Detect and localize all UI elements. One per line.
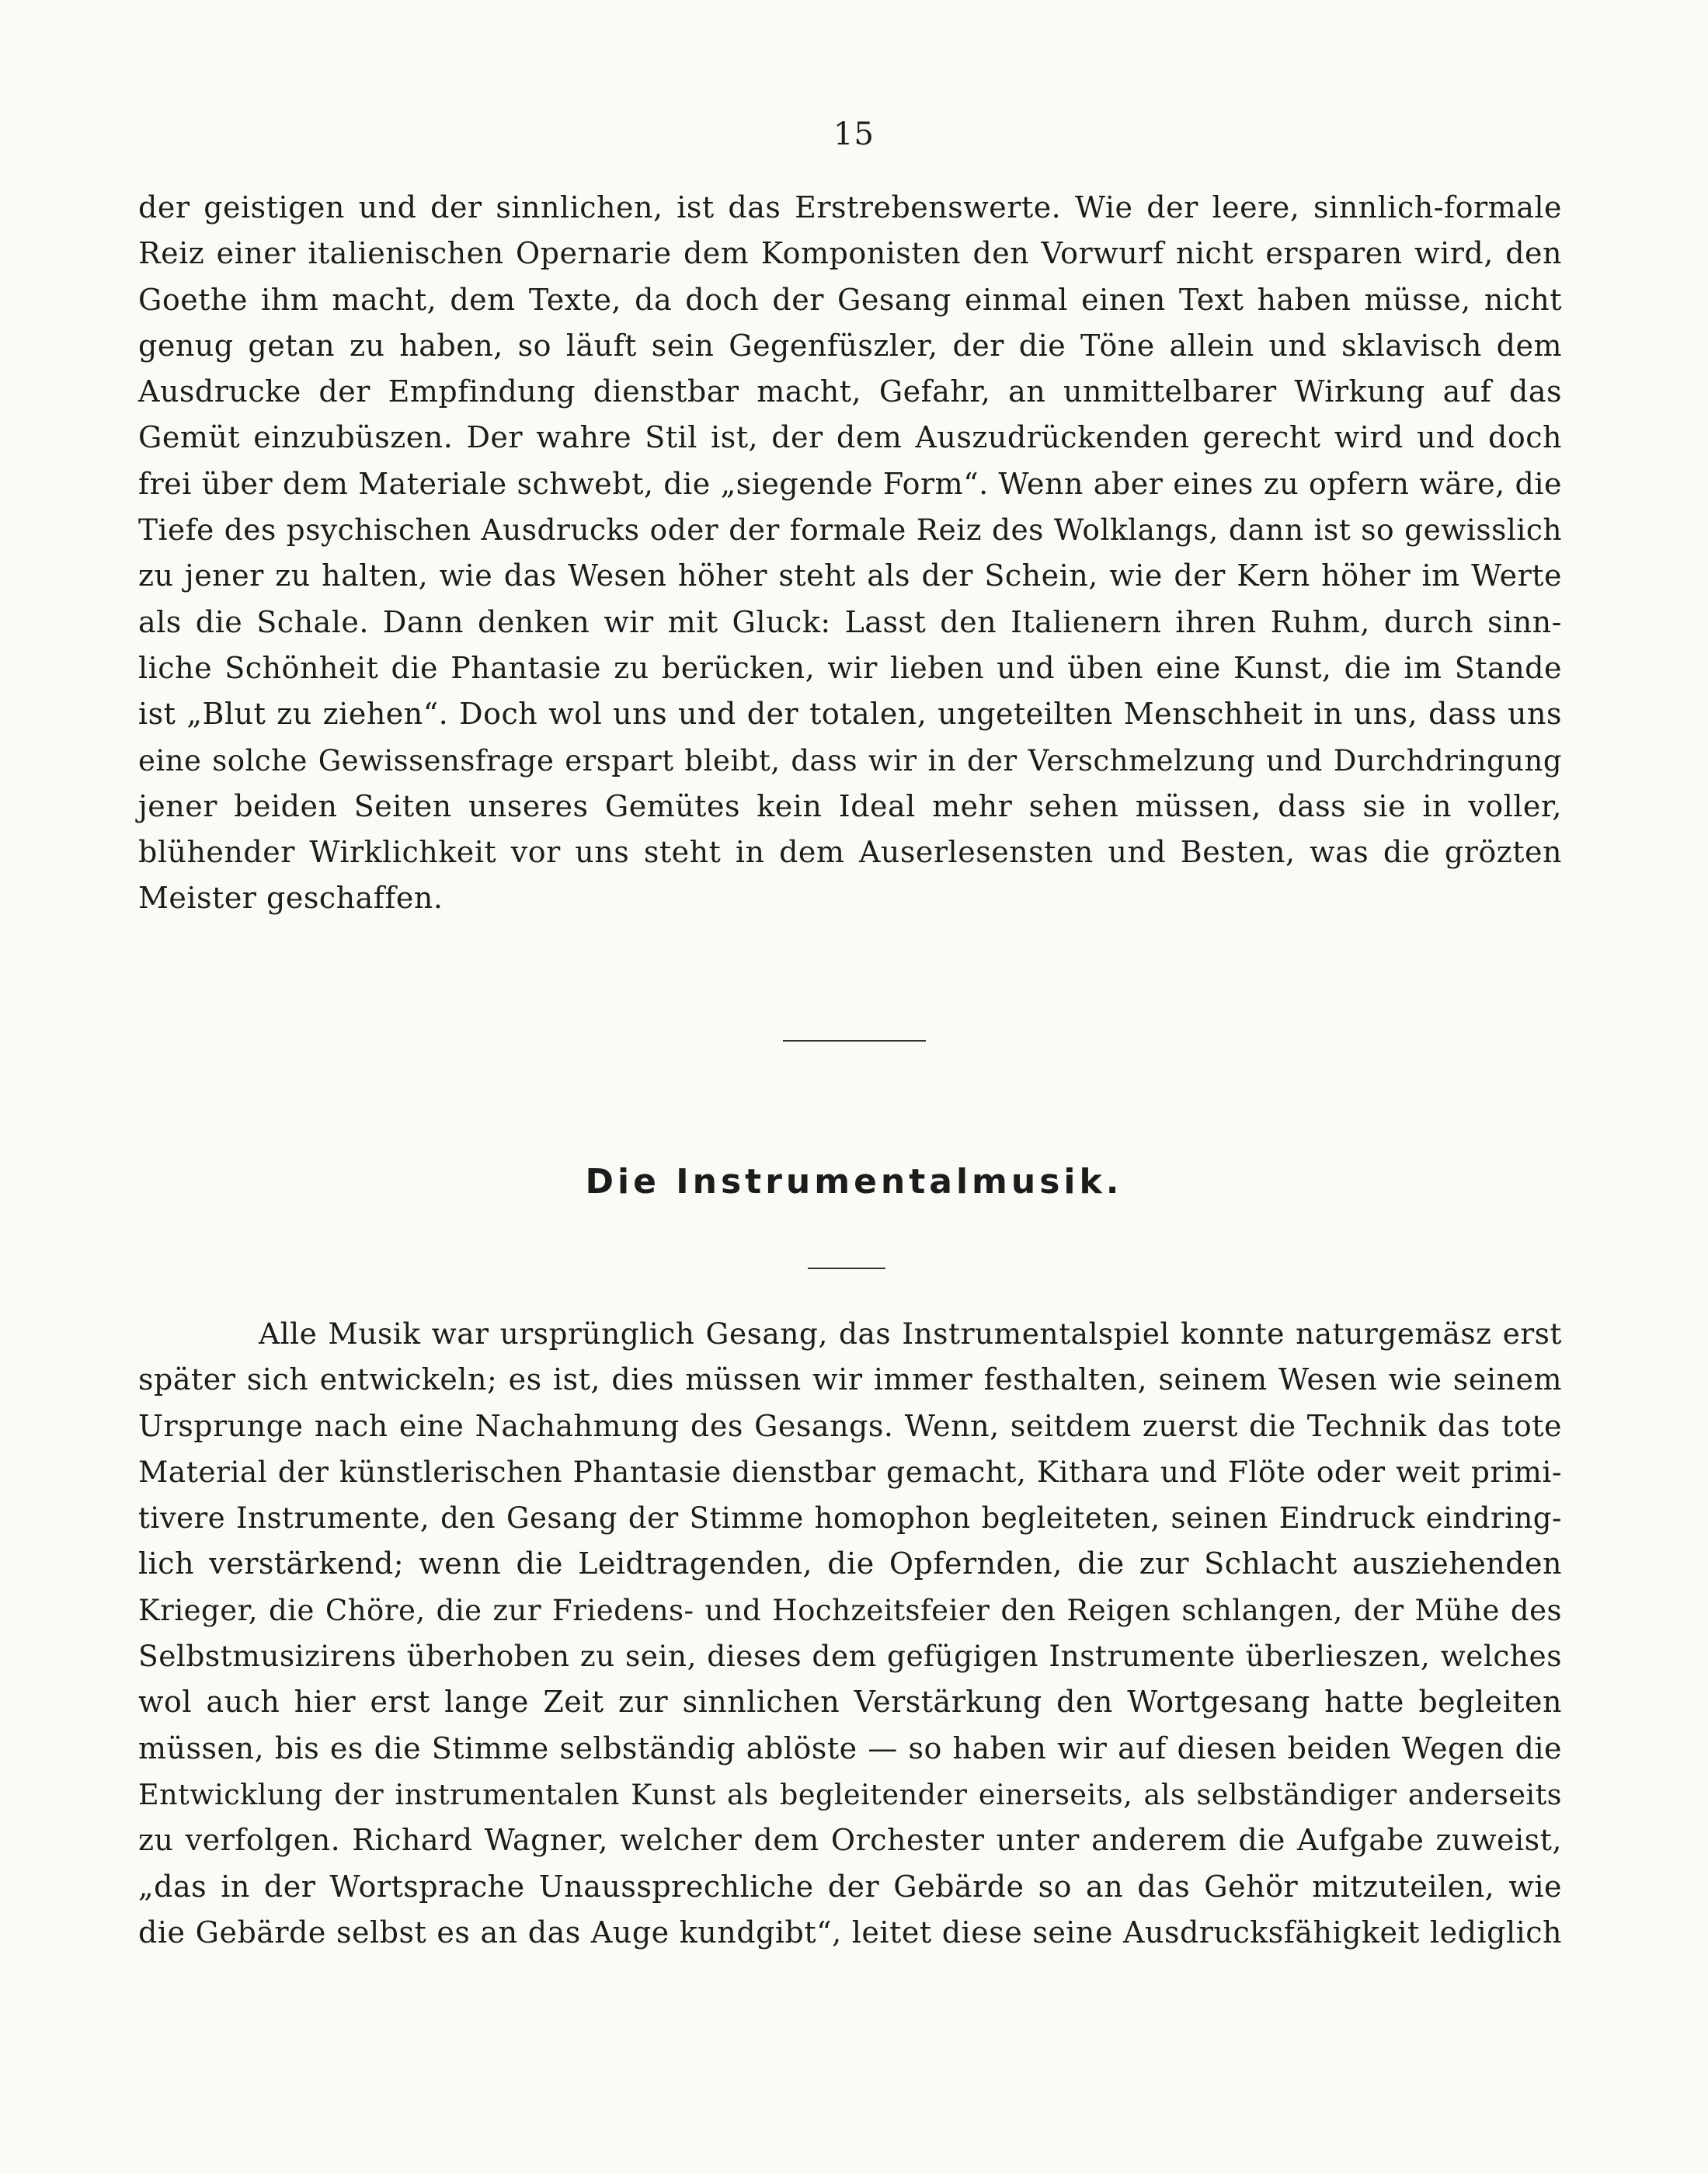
text-line: Entwicklung der instrumentalen Kunst als begleitender einerseits, als selbständiger anderseits	[138, 1777, 1562, 1811]
text-line: ist „Blut zu ziehen“. Doch wol uns und der totalen, ungeteilten Menschheit in uns, dass uns	[138, 697, 1562, 732]
text-line: lich verstärkend; wenn die Leidtragenden, die Opfernden, die zur Schlacht ausziehenden	[138, 1546, 1562, 1581]
section-heading: Die Instrumentalmusik.	[585, 1162, 1123, 1202]
text-line: der geistigen und der sinnlichen, ist das Erstrebenswerte. Wie der leere, sinnlich-formale	[138, 190, 1562, 224]
text-line: Ursprunge nach eine Nachahmung des Gesangs. Wenn, seitdem zuerst die Technik das tote	[138, 1408, 1562, 1443]
text-line: müssen, bis es die Stimme selbständig ablöste — so haben wir auf diesen beiden Wegen die	[138, 1731, 1562, 1765]
section-divider-bottom	[808, 1268, 885, 1269]
text-line: wol auch hier erst lange Zeit zur sinnlichen Verstärkung den Wortgesang hatte begleiten	[138, 1685, 1562, 1720]
text-line: Meister geschaffen.	[138, 881, 444, 916]
text-line: zu jener zu halten, wie das Wesen höher steht als der Schein, wie der Kern höher im Werte	[138, 558, 1562, 593]
text-line: als die Schale. Dann denken wir mit Gluck: Lasst den Italienern ihren Ruhm, durch sinn-	[138, 604, 1562, 639]
text-line: eine solche Gewissensfrage erspart bleibt, dass wir in der Verschmelzung und Durchdringung	[138, 743, 1562, 777]
text-line: Ausdrucke der Empfindung dienstbar macht, Gefahr, an unmittelbarer Wirkung auf das	[138, 374, 1562, 409]
text-line: „das in der Wortsprache Unaussprechliche der Gebärde so an das Gehör mitzuteilen, wie	[138, 1869, 1562, 1904]
section-divider-top	[783, 1040, 926, 1042]
text-line: zu verfolgen. Richard Wagner, welcher dem Orchester unter anderem die Aufgabe zuweist,	[138, 1823, 1562, 1858]
text-line: Gemüt einzubüszen. Der wahre Stil ist, der dem Auszudrückenden gerecht wird und doch	[138, 420, 1562, 455]
paragraph-1	[138, 185, 1562, 922]
text-line: liche Schönheit die Phantasie zu berücken, wir lieben und üben eine Kunst, die im Stande	[138, 650, 1562, 685]
text-line: blühender Wirklichkeit vor uns steht in dem Auserlesensten und Besten, was die grözten	[138, 835, 1562, 870]
paragraph-2	[138, 1311, 1562, 1956]
text-line: tivere Instrumente, den Gesang der Stimme homophon begleiteten, seinen Eindruck eindring-	[138, 1501, 1562, 1536]
text-line: jener beiden Seiten unseres Gemütes kein Ideal mehr sehen müssen, dass sie in voller,	[138, 788, 1562, 823]
text-line: Selbstmusizirens überhoben zu sein, dieses dem gefügigen Instrumente überlieszen, welches	[138, 1639, 1562, 1674]
text-line: Krieger, die Chöre, die zur Friedens- und Hochzeitsfeier den Reigen schlangen, der Mühe des	[138, 1593, 1562, 1627]
text-line: Tiefe des psychischen Ausdrucks oder der formale Reiz des Wolklangs, dann ist so gewisslich	[138, 513, 1562, 548]
text-line: Alle Musik war ursprünglich Gesang, das Instrumentalspiel konnte naturgemäsz erst	[259, 1317, 1562, 1351]
text-line: Material der künstlerischen Phantasie dienstbar gemacht, Kithara und Flöte oder weit primi-	[138, 1454, 1562, 1489]
text-line: genug getan zu haben, so läuft sein Gegenfüszler, der die Töne allein und sklavisch dem	[138, 328, 1562, 363]
text-line: später sich entwickeln; es ist, dies müssen wir immer festhalten, seinem Wesen wie seinem	[138, 1362, 1562, 1397]
text-line: Goethe ihm macht, dem Texte, da doch der Gesang einmal einen Text haben müsse, nicht	[138, 282, 1562, 317]
page-number: 15	[833, 117, 875, 152]
text-line: frei über dem Materiale schwebt, die „siegende Form“. Wenn aber eines zu opfern wäre, die	[138, 466, 1562, 501]
text-line: die Gebärde selbst es an das Auge kundgibt“, leitet diese seine Ausdrucksfähigkeit lediglich	[138, 1915, 1562, 1950]
text-line: Reiz einer italienischen Opernarie dem Komponisten den Vorwurf nicht ersparen wird, den	[138, 236, 1562, 271]
